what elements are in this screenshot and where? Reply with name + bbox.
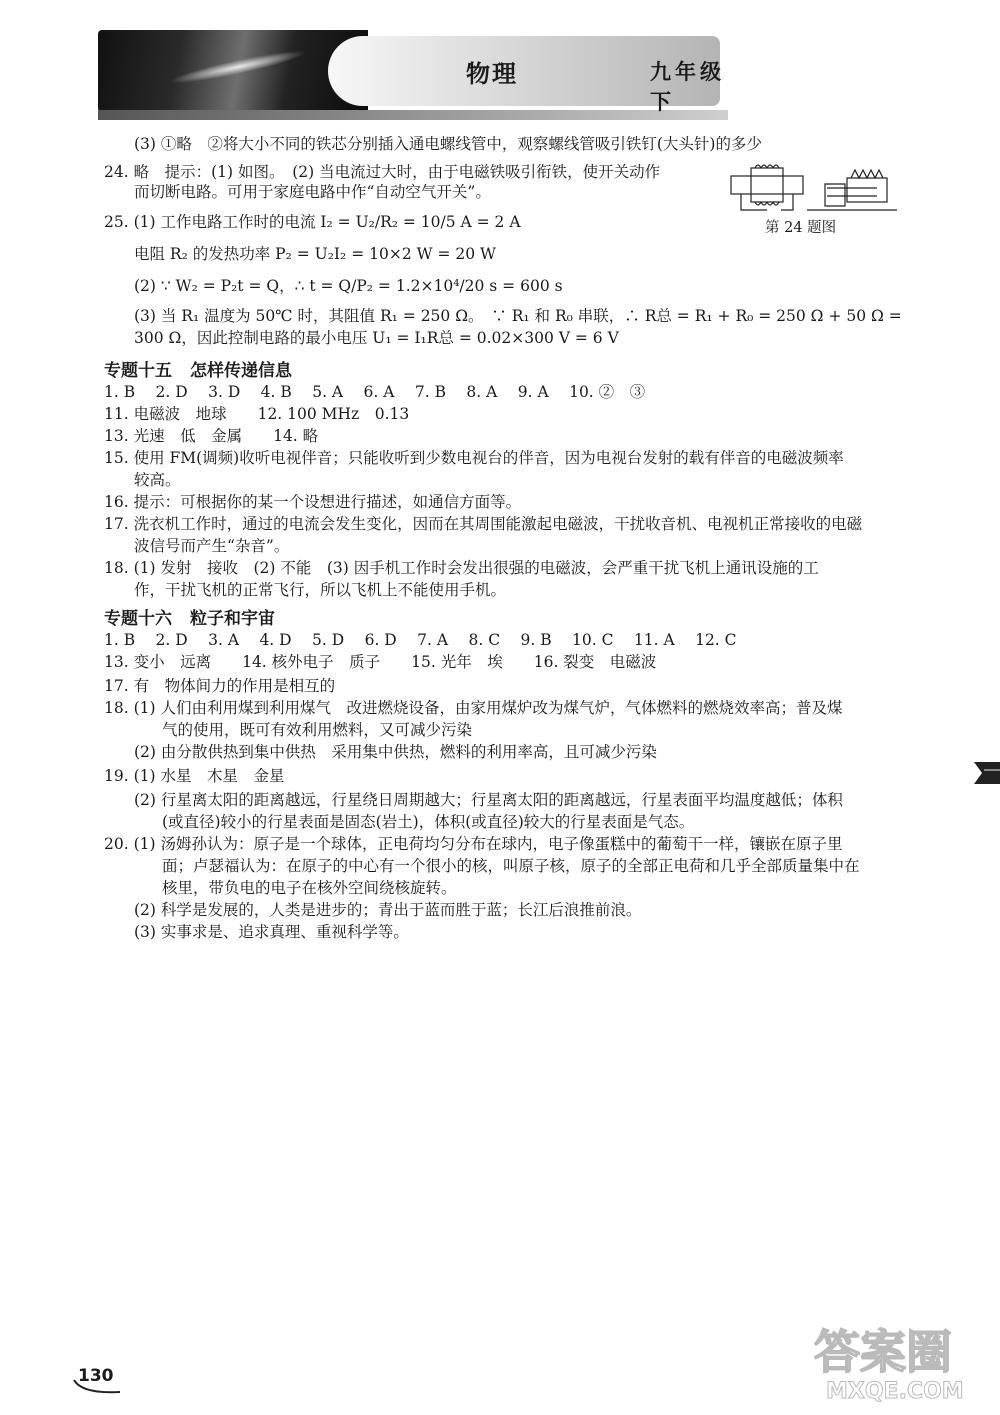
answer-line: (2) 行星离太阳的距离越远，行星绕日周期越大；行星离太阳的距离越远，行星表面平均温度越低；体积: [134, 791, 843, 809]
answer-line: 波信号而产生“杂音”。: [134, 537, 290, 555]
side-tab-marker: [974, 758, 1000, 788]
iron-core: [731, 176, 803, 194]
answer-line: 面；卢瑟福认为：在原子的中心有一个很小的核，叫原子核，原子的全部正电荷和几乎全部质量集中在: [162, 857, 860, 875]
answer-line: 18. (1) 发射 接收 (2) 不能 (3) 因手机工作时会发出很强的电磁波，会严重干扰飞机上通讯设施的工: [104, 559, 819, 577]
answer-line: 气的使用，既可有效利用燃料，又可减少污染: [162, 721, 473, 739]
figure-caption: 第 24 题图: [765, 220, 837, 236]
answer-line: (3) 当 R₁ 温度为 50℃ 时，其阻值 R₁ = 250 Ω。 ∵ R₁ 和 R₀ 串联，∴ R总 = R₁ + R₀ = 250 Ω + 50 Ω =: [134, 307, 902, 325]
header-stripe: [98, 110, 728, 120]
answer-line: 较高。: [134, 471, 181, 489]
section-name: 怎样传递信息: [190, 361, 292, 381]
section-name: 粒子和宇宙: [190, 609, 275, 629]
answer-line: (3) 实事求是、追求真理、重视科学等。: [134, 923, 409, 941]
page-number-curve: [72, 1378, 122, 1396]
answer-line: 24. 略 提示：(1) 如图。 (2) 当电流过大时，由于电磁铁吸引衔铁，使开关动作: [104, 163, 661, 181]
lever: [827, 188, 877, 196]
page-header: [98, 30, 728, 122]
answer-line: 作，干扰飞机的正常飞行，所以飞机上不能使用手机。: [134, 581, 507, 599]
answer-line: 13. 光速 低 金属 14. 略: [104, 427, 319, 445]
answer-line: 1. B 2. D 3. A 4. D 5. D 6. D 7. A 8. C 9. B 10. C 11. A 12. C: [104, 631, 737, 649]
armature-base: [825, 184, 845, 206]
section-number: 专题十六: [104, 609, 172, 629]
answer-line: (2) ∵ W₂ = P₂t = Q，∴ t = Q/P₂ = 1.2×10⁴/20 s = 600 s: [134, 277, 563, 295]
section-title-15: [104, 356, 292, 381]
watermark-text: 答案圈: [814, 1325, 952, 1379]
answer-line: 电阻 R₂ 的发热功率 P₂ = U₂I₂ = 10×2 W = 20 W: [134, 245, 496, 263]
watermark-logo: [808, 1316, 978, 1404]
answer-line: 18. (1) 人们由利用煤到利用煤气 改进燃烧设备，由家用煤炉改为煤气炉，气体燃料的燃烧效率高；普及煤: [104, 699, 843, 717]
answer-line: 1. B 2. D 3. D 4. B 5. A 6. A 7. B 8. A 9. A 10. ② ③: [104, 383, 646, 401]
answer-line: (3) ①略 ②将大小不同的铁芯分别插入通电螺线管中，观察螺线管吸引铁钉(大头针)的多少: [134, 135, 762, 153]
answer-line: 而切断电路。可用于家庭电路中作“自动空气开关”。: [134, 183, 491, 201]
answer-line: 核里，带负电的电子在核外空间绕核旋转。: [162, 879, 457, 897]
answer-line: (或直径)较小的行星表面是固态(岩土)，体积(或直径)较大的行星表面是气态。: [162, 813, 695, 831]
answer-line: 13. 变小 远离 14. 核外电子 质子 15. 光年 埃 16. 裂变 电磁波: [104, 653, 657, 671]
answer-line: 17. 有 物体间力的作用是相互的: [104, 677, 336, 695]
page-number: 130: [78, 1366, 114, 1386]
watermark-url: MXQE.COM: [826, 1379, 964, 1404]
q24-figure: [727, 156, 899, 216]
solenoid-body: [751, 168, 783, 202]
header-subject: 物理: [466, 59, 518, 88]
answer-line: 16. 提示：可根据你的某一个设想进行描述，如通信方面等。: [104, 493, 522, 511]
answer-line: 20. (1) 汤姆孙认为：原子是一个球体，正电荷均匀分布在球内，电子像蛋糕中的葡萄干一样，镶嵌在原子里: [104, 835, 843, 853]
section-number: 专题十五: [104, 361, 172, 381]
section-title-16: [104, 604, 275, 629]
header-grade: 九年级 下: [650, 59, 725, 114]
answer-line: 15. 使用 FM(调频)收听电视伴音；只能收听到少数电视台的伴音，因为电视台发射的载有伴音的电磁波频率: [104, 449, 844, 467]
spring: [851, 170, 883, 178]
switch-box: [847, 178, 887, 202]
answer-line: (2) 科学是发展的，人类是进步的；青出于蓝而胜于蓝；长江后浪推前浪。: [134, 901, 642, 919]
answer-line: (2) 由分散供热到集中供热 采用集中供热，燃料的利用率高，且可减少污染: [134, 743, 657, 761]
answer-line: 300 Ω，因此控制电路的最小电压 U₁ = I₁R总 = 0.02×300 V = 6 V: [134, 329, 619, 347]
answer-line: 17. 洗衣机工作时，通过的电流会发生变化，因而在其周围能激起电磁波，干扰收音机、电视机正常接收的电磁: [104, 515, 863, 533]
answer-line: 25. (1) 工作电路工作时的电流 I₂ = U₂/R₂ = 10/5 A = 2 A: [104, 213, 521, 231]
answer-line: 19. (1) 水星 木星 金星: [104, 767, 285, 785]
answer-line: 11. 电磁波 地球 12. 100 MHz 0.13: [104, 405, 410, 423]
